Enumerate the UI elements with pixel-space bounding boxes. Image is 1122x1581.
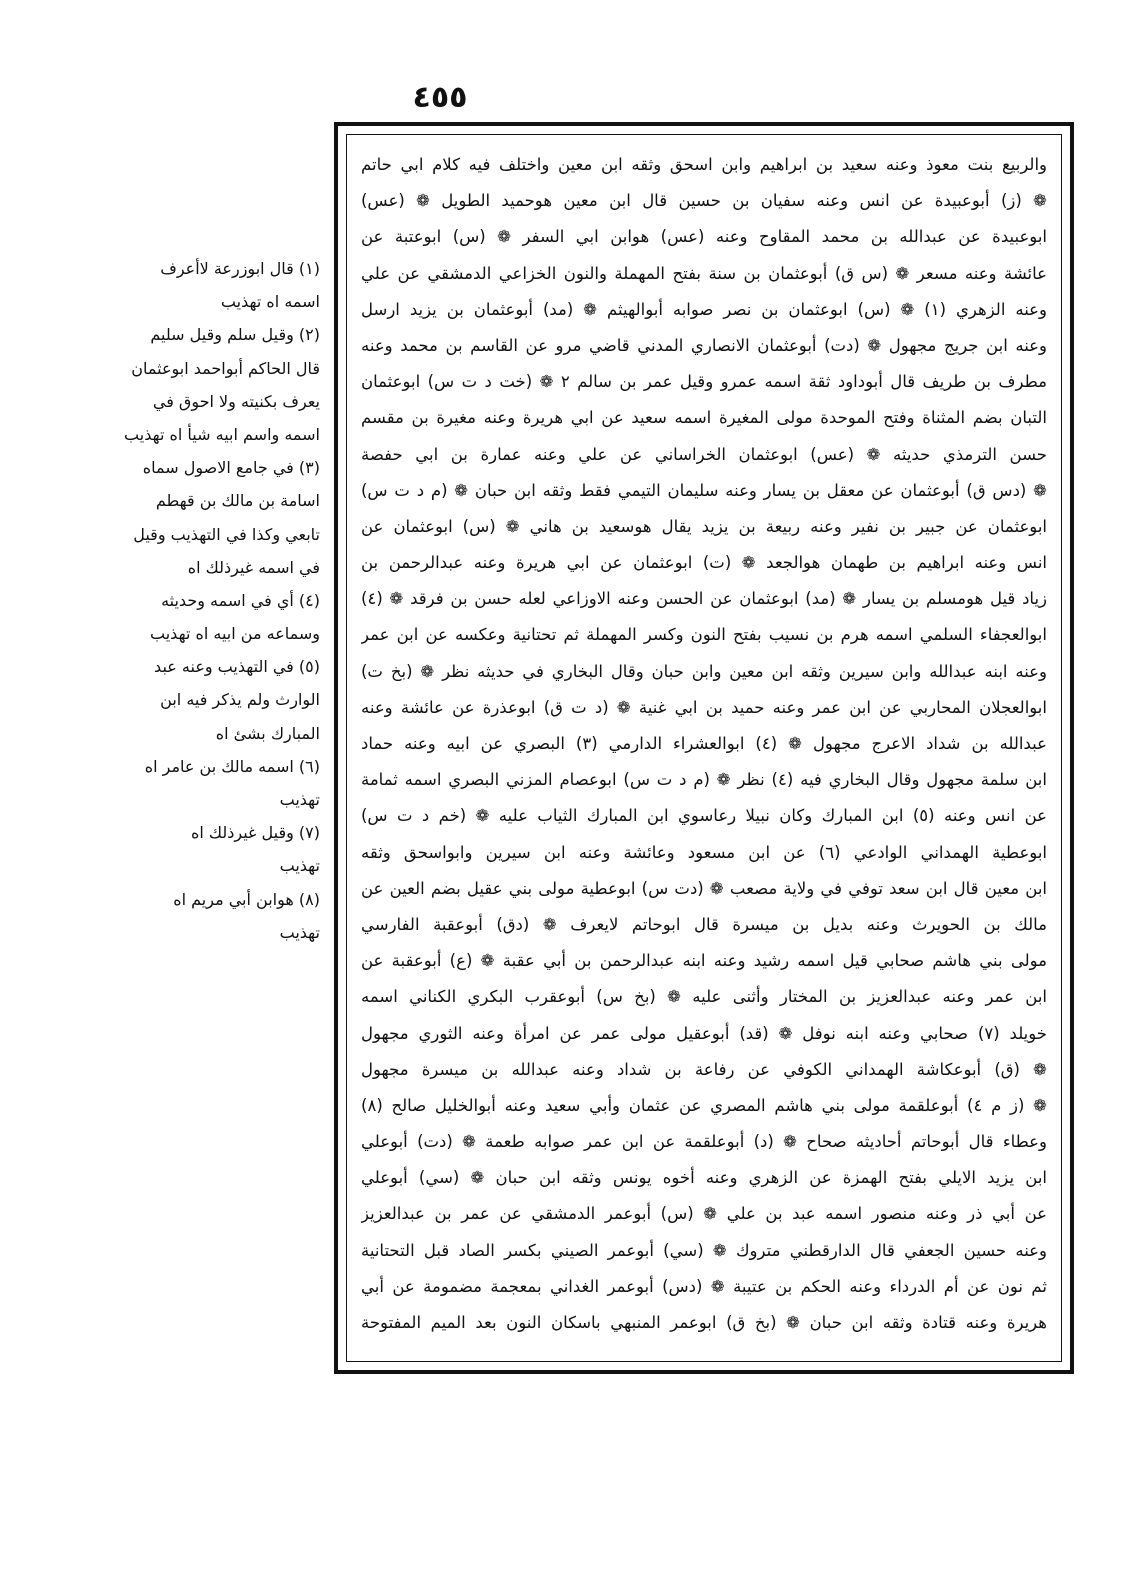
main-line: ثم نون عن أم الدرداء وعنه الحكم بن عتيبة ❁ (دس) أبوعمر الغداني بمعجمة مضمومة عن أبي	[361, 1276, 1047, 1296]
main-line: هريرة وعنه قتادة وثقه ابن حبان ❁ (بخ ق) ابوعمر المنبهي باسكان النون بعد الميم المفتوحة	[361, 1313, 1047, 1332]
main-line: والربيع بنت معوذ وعنه سعيد بن ابراهيم وابن اسحق وثقه ابن معين واختلف فيه كلام ابي حاتم	[361, 155, 1047, 174]
main-line: مولى بني هاشم صحابي قيل اسمه رشيد وعنه ابنه عبدالرحمن بن أبي عقبة ❁ (ع) أبوعقبة عن	[361, 951, 1047, 971]
margin-note-line: يعرف بكنيته ولا احوق في	[152, 391, 320, 411]
margin-note-line: (٢) وقيل سلم وقيل سليم	[150, 325, 320, 345]
main-line: وعطاء قال أبوحاتم أحاديثه صحاح ❁ (د) أبوعلقمة عن ابن عمر صوابه طعمة ❁ (دت) أبوعلي	[361, 1132, 1047, 1152]
main-line: ❁ (ز) أبوعبيدة عن انس وعنه سفيان بن حسين قال ابن معين هوحميد الطويل ❁ (عس)	[361, 191, 1047, 211]
main-line: انس وعنه ابراهيم بن طهمان هوالجعد ❁ (ت) ابوعثمان عن ابي هريرة وعنه عبدالرحمن بن	[361, 553, 1047, 573]
page-number: ٤٥٥	[412, 80, 468, 115]
main-line: عبدالله بن شداد الاعرج مجهول ❁ (٤) ابوالعشراء الدارمي (٣) البصري عن ابيه وعنه حماد	[361, 734, 1047, 753]
main-line: ابن سلمة مجهول وقال البخاري فيه (٤) نظر ❁ (م د ت س) ابوعصام المزني البصري اسمه ثمامة	[361, 770, 1047, 790]
main-line: وعنه حسين الجعفي قال الدارقطني متروك ❁ (سي) أبوعمر الصيني بكسر الصاد قبل التحتانية	[361, 1240, 1047, 1260]
margin-notes	[110, 252, 320, 949]
main-line: حسن الترمذي حديثه ❁ (عس) ابوعثمان الخراساني عن علي وعنه عمارة بن ابي حفصة	[361, 444, 1047, 464]
main-line: عائشة وعنه مسعر ❁ (س ق) أبوعثمان بن سنة بفتح المهملة والنون الخزاعي الدمشقي عن علي	[361, 263, 1047, 283]
margin-note-line: (٥) في التهذيب وعنه عبد	[154, 657, 320, 677]
margin-note-line: الوارث ولم يذكر فيه ابن	[160, 690, 320, 710]
main-line: ❁ (ز م ٤) أبوعلقمة مولى بني هاشم المصري عن عثمان وأبي سعيد وعنه أبوالخليل صالح (٨)	[361, 1095, 1047, 1115]
margin-note-line: اسمه اه تهذيب	[220, 292, 320, 312]
margin-note-line: (٤) أي في اسمه وحديثه	[161, 590, 320, 610]
margin-note-line: تهذيب	[279, 790, 320, 809]
main-line: وعنه ابنه عبدالله وابن سيرين وثقه ابن معين وابن حبان وقال البخاري في حديثه نظر ❁ (بخ ت)	[361, 661, 1047, 681]
main-text	[361, 147, 1047, 1341]
text-frame-inner-border	[346, 134, 1062, 1362]
main-line: ابوعثمان عن جبير بن نفير وعنه ربيعة بن يزيد يقال هوسعيد بن هاني ❁ (س) ابوعثمان عن	[361, 516, 1047, 536]
main-line: وعنه ابن جريج مجهول ❁ (دت) أبوعثمان الانصاري المدني قاضي مرو عن القاسم بن محمد وعنه	[361, 335, 1047, 355]
margin-note-line: (٨) هوابن أبي مريم اه	[173, 889, 320, 909]
main-line: التبان بضم المثناة وفتح الموحدة مولى المغيرة اسمه سعيد عن ابي هريرة وعنه مغيرة بن مقسم	[361, 408, 1047, 428]
main-line: مطرف بن طريف قال أبوداود ثقة اسمه عمرو وقيل عمر بن سالم ٢ ❁ (خت د ت س) ابوعثمان	[361, 372, 1047, 392]
margin-note-line: (٣) في جامع الاصول سماه	[142, 458, 320, 478]
main-line: وعنه الزهري (١) ❁ (س) ابوعثمان بن نصر صوابه أبوالهيثم ❁ (مد) أبوعثمان بن يزيد ارسل	[361, 299, 1047, 319]
margin-note-line: تابعي وكذا في التهذيب وقيل	[133, 524, 320, 544]
margin-note-line: المبارك بشئ اه	[215, 723, 320, 743]
main-line: ابن عمر وعنه عبدالعزيز بن المختار وأثنى عليه ❁ (بخ س) أبوعقرب البكري الكناني اسمه	[361, 987, 1047, 1007]
main-line: ابوعبيدة عن عبدالله بن محمد المقاوح وعنه (عس) هوابن ابي السفر ❁ (س) ابوعتبة عن	[361, 227, 1047, 247]
main-line: ابن يزيد الايلي بفتح الهمزة عن الزهري وعنه أخوه يونس وثقه ابن حبان ❁ (سي) أبوعلي	[361, 1168, 1047, 1188]
main-line: ابوالعجفاء السلمي اسمه هرم بن نسيب بفتح النون وكسر المهملة ثم تحتانية وعكسه عن ابن عمر	[361, 625, 1047, 645]
margin-note-line: تهذيب	[279, 856, 320, 876]
margin-note-line: (١) قال ابوزرعة لاأعرف	[160, 259, 320, 278]
margin-note-line: اسامة بن مالك بن قهطم	[155, 491, 320, 511]
margin-note-line: قال الحاكم أبواحمد ابوعثمان	[131, 358, 320, 378]
margin-note-line: اسمه واسم ابيه شيأ اه تهذيب	[124, 424, 320, 444]
main-line: عن أبي ذر وعنه منصور اسمه عبد بن علي ❁ (س) أبوعمر الدمشقي عن عمر بن عبدالعزيز	[361, 1204, 1047, 1224]
margin-note-line: في اسمه غيرذلك اه	[187, 557, 320, 577]
main-line: ابوعطية الهمداني الوادعي (٦) عن ابن مسعود وعائشة وعنه ابن سيرين وابواسحق وثقه	[361, 842, 1047, 862]
margin-note-line: وسماعه من ابيه اه تهذيب	[150, 624, 320, 644]
main-line: مالك بن الحويرث وعنه بديل بن ميسرة قال ابوحاتم لايعرف ❁ (دق) أبوعقبة الفارسي	[361, 914, 1047, 934]
main-line: ابوالعجلان المحاربي عن ابن عمر وعنه حميد بن ابي غنية ❁ (د ت ق) ابوعذرة عن عائشة وعنه	[361, 697, 1047, 717]
margin-note-line: (٦) اسمه مالك بن عامر اه	[144, 756, 320, 776]
main-line: عن انس وعنه (٥) ابن المبارك وكان نبيلا رعاسوي ابن المبارك الثياب عليه ❁ (خم د ت س)	[361, 806, 1047, 826]
margin-note-line: تهذيب	[279, 922, 320, 942]
text-frame	[334, 122, 1074, 1374]
main-line: خويلد (٧) صحابي وعنه ابنه نوفل ❁ (قد) أبوعقيل مولى عمر عن امرأة وعنه الثوري مجهول	[361, 1023, 1047, 1043]
main-line: زياد قيل هومسلم بن يسار ❁ (مد) ابوعثمان عن الحسن وعنه الاوزاعي لعله حسن بن فرقد ❁ (٤)	[361, 589, 1047, 609]
margin-note-line: (٧) وقيل غيرذلك اه	[191, 823, 320, 843]
main-line: ❁ (دس ق) أبوعثمان عن معقل بن يسار وعنه سليمان التيمي فقط وثقه ابن حبان ❁ (م د ت س)	[361, 480, 1047, 500]
main-line: ❁ (ق) أبوعكاشة الهمداني الكوفي عن رفاعة بن شداد وعنه عبدالله بن ميسرة مجهول	[361, 1059, 1047, 1079]
main-line: ابن معين قال ابن سعد توفي في ولاية مصعب ❁ (دت س) ابوعطية مولى بني عقيل بضم العين عن	[361, 878, 1047, 898]
